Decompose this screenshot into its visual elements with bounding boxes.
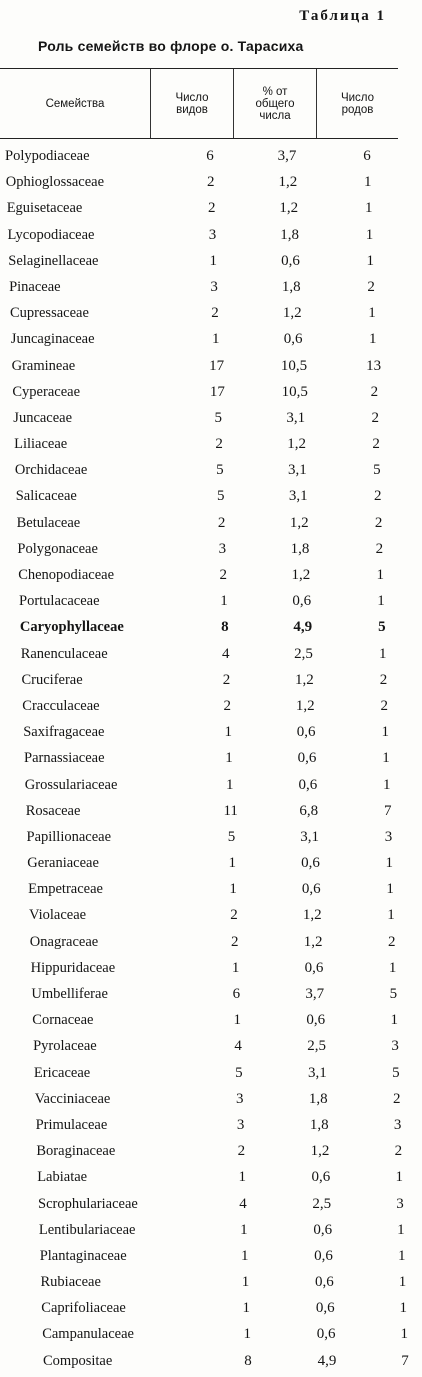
family-cell: Orchidaceae bbox=[14, 462, 88, 479]
species-count-cell: 5 bbox=[227, 828, 236, 845]
table-row bbox=[0, 251, 422, 277]
genera-count-cell: 2 bbox=[371, 409, 380, 426]
family-cell: Cornaceae bbox=[32, 1012, 94, 1029]
genera-count-cell: 1 bbox=[398, 1274, 407, 1291]
family-cell: Scrophulariaceae bbox=[38, 1195, 138, 1212]
percent-cell: 3,7 bbox=[277, 148, 297, 164]
family-cell: Boraginaceae bbox=[36, 1143, 116, 1160]
table-header-rule bbox=[0, 138, 398, 139]
species-count-cell: 1 bbox=[241, 1274, 250, 1291]
species-count-cell: 6 bbox=[206, 148, 214, 164]
species-count-cell: 17 bbox=[209, 357, 225, 374]
species-count-cell: 2 bbox=[215, 436, 223, 453]
percent-cell: 0,6 bbox=[304, 959, 324, 976]
family-cell: Onagraceae bbox=[29, 933, 99, 950]
percent-cell: 2,5 bbox=[307, 1038, 326, 1055]
family-cell: Cupressaceae bbox=[10, 305, 89, 322]
species-count-cell: 1 bbox=[220, 593, 228, 610]
table-row bbox=[0, 277, 422, 303]
percent-cell: 1,2 bbox=[278, 174, 298, 191]
genera-count-cell: 3 bbox=[384, 828, 393, 845]
table-caption: Роль семейств во флоре о. Тарасиха bbox=[38, 38, 304, 54]
table-row bbox=[0, 565, 422, 591]
percent-cell: 1,8 bbox=[309, 1116, 329, 1133]
family-cell: Grossulariaceae bbox=[24, 776, 118, 793]
genera-count-cell: 1 bbox=[364, 174, 372, 191]
table-row bbox=[0, 1246, 422, 1272]
species-count-cell: 8 bbox=[244, 1352, 252, 1369]
species-count-cell: 1 bbox=[224, 724, 232, 741]
table-row bbox=[0, 722, 422, 748]
family-cell: Chenopodiaceae bbox=[18, 567, 115, 583]
family-cell: Portulacaceae bbox=[19, 593, 100, 610]
genera-count-cell: 13 bbox=[366, 357, 382, 374]
genera-count-cell: 1 bbox=[386, 881, 394, 898]
family-cell: Lycopodiaceae bbox=[7, 226, 95, 243]
genera-count-cell: 1 bbox=[366, 252, 375, 269]
species-count-cell: 3 bbox=[235, 1090, 244, 1107]
species-count-cell: 1 bbox=[228, 855, 237, 872]
family-cell: Juncaginaceae bbox=[10, 331, 95, 348]
table-row bbox=[0, 486, 422, 512]
table-row bbox=[0, 198, 422, 224]
table-row bbox=[0, 748, 422, 774]
genera-count-cell: 2 bbox=[373, 488, 382, 505]
table-row bbox=[0, 1194, 422, 1220]
table-row bbox=[0, 172, 422, 198]
header-species-label: Число видов bbox=[175, 91, 209, 116]
family-cell: Rubiaceae bbox=[40, 1274, 101, 1291]
table-row bbox=[0, 1089, 422, 1115]
table-row bbox=[0, 460, 422, 486]
family-cell: Parnassiaceae bbox=[24, 750, 105, 767]
table-row bbox=[0, 853, 422, 879]
table-row bbox=[0, 1063, 422, 1089]
family-cell: Juncaceae bbox=[13, 409, 73, 426]
header-percent bbox=[234, 69, 316, 138]
genera-count-cell: 2 bbox=[379, 671, 388, 688]
percent-cell: 0,6 bbox=[315, 1300, 335, 1317]
table-row bbox=[0, 775, 422, 801]
percent-cell: 1,8 bbox=[308, 1090, 328, 1107]
species-count-cell: 5 bbox=[216, 488, 225, 505]
header-genera-label: Число родов bbox=[340, 91, 375, 116]
genera-count-cell: 1 bbox=[382, 750, 390, 767]
species-count-cell: 2 bbox=[207, 174, 215, 191]
percent-cell: 0,6 bbox=[281, 252, 300, 269]
species-count-cell: 11 bbox=[223, 802, 238, 819]
percent-cell: 1,2 bbox=[295, 697, 315, 714]
species-count-cell: 2 bbox=[231, 933, 239, 950]
family-cell: Lentibulariaceae bbox=[38, 1221, 136, 1238]
table-row bbox=[0, 905, 422, 931]
table-row bbox=[0, 434, 422, 460]
family-cell: Plantaginaceae bbox=[39, 1247, 127, 1264]
genera-count-cell: 1 bbox=[390, 1012, 399, 1029]
genera-count-cell: 2 bbox=[388, 933, 396, 950]
table-number-label: Таблица 1 bbox=[299, 8, 386, 24]
percent-cell: 0,6 bbox=[316, 1326, 336, 1343]
species-count-cell: 2 bbox=[223, 697, 232, 714]
table-row bbox=[0, 303, 422, 329]
table-row bbox=[0, 356, 422, 382]
species-count-cell: 17 bbox=[209, 383, 225, 400]
genera-count-cell: 1 bbox=[383, 776, 391, 793]
table-row bbox=[0, 1220, 422, 1246]
species-count-cell: 2 bbox=[207, 200, 216, 217]
table-row bbox=[0, 932, 422, 958]
percent-cell: 1,2 bbox=[287, 436, 306, 453]
species-count-cell: 5 bbox=[214, 409, 223, 426]
percent-cell: 1,2 bbox=[310, 1143, 330, 1160]
percent-cell: 3,1 bbox=[288, 488, 308, 505]
family-cell: Rosaceae bbox=[25, 802, 81, 819]
genera-count-cell: 2 bbox=[375, 540, 384, 557]
percent-cell: 0,6 bbox=[297, 750, 317, 767]
percent-cell: 1,2 bbox=[279, 200, 299, 217]
genera-count-cell: 5 bbox=[392, 1064, 400, 1081]
percent-cell: 3,1 bbox=[286, 409, 306, 426]
genera-count-cell: 5 bbox=[378, 619, 386, 636]
genera-count-cell: 3 bbox=[396, 1195, 404, 1212]
species-count-cell: 1 bbox=[240, 1221, 248, 1238]
genera-count-cell: 1 bbox=[399, 1300, 408, 1317]
genera-count-cell: 6 bbox=[363, 148, 371, 164]
family-cell: Labiatae bbox=[37, 1169, 88, 1186]
table-row bbox=[0, 1167, 422, 1193]
table-row bbox=[0, 1036, 422, 1062]
table-row bbox=[0, 644, 422, 670]
family-cell: Empetraceae bbox=[28, 881, 103, 898]
species-count-cell: 2 bbox=[219, 567, 227, 583]
genera-count-cell: 1 bbox=[368, 305, 376, 322]
percent-cell: 1,2 bbox=[303, 933, 323, 950]
family-cell: Caryophyllaceae bbox=[19, 619, 124, 636]
species-count-cell: 1 bbox=[212, 331, 220, 348]
header-species bbox=[151, 69, 233, 138]
percent-cell: 0,6 bbox=[314, 1247, 333, 1264]
genera-count-cell: 1 bbox=[395, 1169, 403, 1186]
percent-cell: 10,5 bbox=[281, 383, 308, 400]
genera-count-cell: 5 bbox=[373, 462, 381, 479]
species-count-cell: 1 bbox=[242, 1300, 251, 1317]
genera-count-cell: 3 bbox=[391, 1038, 399, 1055]
species-count-cell: 3 bbox=[218, 540, 227, 557]
family-cell: Pyrolaceae bbox=[33, 1038, 97, 1055]
genera-count-cell: 1 bbox=[385, 855, 394, 872]
species-count-cell: 3 bbox=[236, 1116, 245, 1133]
species-count-cell: 4 bbox=[239, 1195, 247, 1212]
family-cell: Compositae bbox=[43, 1352, 113, 1369]
family-cell: Ranenculaceae bbox=[20, 645, 108, 662]
genera-count-cell: 1 bbox=[397, 1221, 405, 1238]
table-row bbox=[0, 1351, 422, 1377]
family-cell: Cruciferae bbox=[21, 671, 83, 688]
family-cell: Betulaceae bbox=[16, 514, 81, 531]
percent-cell: 0,6 bbox=[311, 1169, 331, 1186]
table-row bbox=[0, 1010, 422, 1036]
species-count-cell: 2 bbox=[217, 514, 226, 531]
genera-count-cell: 2 bbox=[370, 383, 379, 400]
family-cell: Ericaceae bbox=[33, 1064, 91, 1081]
family-cell: Pinaceae bbox=[9, 278, 61, 295]
table-row bbox=[0, 984, 422, 1010]
percent-cell: 10,5 bbox=[280, 357, 308, 374]
family-cell: Vacciniaceae bbox=[34, 1090, 111, 1107]
species-count-cell: 3 bbox=[208, 226, 217, 243]
family-cell: Polypodiaceae bbox=[5, 148, 90, 164]
genera-count-cell: 7 bbox=[383, 802, 392, 819]
family-cell: Primulaceae bbox=[35, 1116, 108, 1133]
family-cell: Violaceae bbox=[29, 907, 87, 924]
percent-cell: 1,8 bbox=[290, 540, 310, 557]
species-count-cell: 1 bbox=[209, 252, 218, 269]
species-count-cell: 3 bbox=[210, 278, 218, 295]
percent-cell: 0,6 bbox=[301, 855, 320, 872]
table-row bbox=[0, 1272, 422, 1298]
family-cell: Polygonaceae bbox=[17, 540, 98, 557]
family-cell: Eguisetaceae bbox=[6, 200, 83, 217]
percent-cell: 3,1 bbox=[308, 1064, 327, 1081]
table-row bbox=[0, 958, 422, 984]
table-row bbox=[0, 382, 422, 408]
percent-cell: 1,2 bbox=[291, 567, 311, 583]
species-count-cell: 2 bbox=[222, 671, 231, 688]
genera-count-cell: 2 bbox=[392, 1090, 401, 1107]
table-row bbox=[0, 408, 422, 434]
header-family bbox=[0, 69, 150, 138]
family-cell: Liliaceae bbox=[14, 436, 68, 453]
table-row bbox=[0, 670, 422, 696]
family-cell: Saxifragaceae bbox=[23, 724, 105, 741]
percent-cell: 2,5 bbox=[294, 645, 313, 662]
percent-cell: 6,8 bbox=[299, 802, 319, 819]
percent-cell: 0,6 bbox=[283, 331, 303, 348]
family-cell: Campanulaceae bbox=[42, 1326, 134, 1343]
family-cell: Papillionaceae bbox=[26, 828, 112, 845]
species-count-cell: 5 bbox=[216, 462, 224, 479]
percent-cell: 0,6 bbox=[296, 724, 316, 741]
table-row bbox=[0, 539, 422, 565]
percent-cell: 0,6 bbox=[315, 1274, 334, 1291]
species-count-cell: 1 bbox=[229, 881, 237, 898]
table-row bbox=[0, 827, 422, 853]
percent-cell: 1,8 bbox=[281, 278, 301, 295]
percent-cell: 0,6 bbox=[301, 881, 321, 898]
table-row bbox=[0, 329, 422, 355]
species-count-cell: 2 bbox=[237, 1143, 246, 1160]
table-row bbox=[0, 617, 422, 643]
family-cell: Salicaceae bbox=[15, 488, 77, 505]
percent-cell: 2,5 bbox=[312, 1195, 332, 1212]
species-count-cell: 8 bbox=[221, 619, 229, 636]
table-row bbox=[0, 1115, 422, 1141]
species-count-cell: 1 bbox=[240, 1247, 249, 1264]
percent-cell: 1,2 bbox=[295, 671, 314, 688]
table-row bbox=[0, 696, 422, 722]
species-count-cell: 2 bbox=[230, 907, 238, 924]
genera-count-cell: 1 bbox=[364, 200, 373, 217]
table-row bbox=[0, 225, 422, 251]
header-percent-label: % от общего числа bbox=[255, 85, 295, 122]
species-count-cell: 5 bbox=[235, 1064, 243, 1081]
family-cell: Geraniaceae bbox=[27, 855, 99, 872]
percent-cell: 1,2 bbox=[282, 305, 302, 322]
genera-count-cell: 1 bbox=[369, 331, 377, 348]
species-count-cell: 1 bbox=[233, 1012, 242, 1029]
table-row bbox=[0, 801, 422, 827]
percent-cell: 1,2 bbox=[289, 514, 309, 531]
genera-count-cell: 1 bbox=[397, 1247, 406, 1264]
percent-cell: 1,2 bbox=[302, 907, 322, 924]
family-cell: Hippuridaceae bbox=[30, 959, 116, 976]
percent-cell: 1,8 bbox=[280, 226, 299, 243]
genera-count-cell: 5 bbox=[389, 986, 398, 1002]
genera-count-cell: 2 bbox=[372, 436, 380, 453]
table-row bbox=[0, 146, 422, 172]
genera-count-cell: 2 bbox=[394, 1143, 403, 1160]
family-cell: Caprifoliaceae bbox=[41, 1300, 126, 1317]
genera-count-cell: 7 bbox=[401, 1352, 409, 1369]
genera-count-cell: 1 bbox=[381, 724, 389, 741]
percent-cell: 0,6 bbox=[292, 593, 312, 610]
genera-count-cell: 1 bbox=[378, 645, 387, 662]
genera-count-cell: 3 bbox=[393, 1116, 402, 1133]
species-count-cell: 1 bbox=[238, 1169, 246, 1186]
genera-count-cell: 2 bbox=[367, 278, 375, 295]
family-cell: Cyperaceae bbox=[12, 383, 81, 400]
genera-count-cell: 2 bbox=[380, 697, 389, 714]
species-count-cell: 6 bbox=[232, 986, 241, 1002]
percent-cell: 3,1 bbox=[300, 828, 319, 845]
genera-count-cell: 1 bbox=[365, 226, 374, 243]
genera-count-cell: 1 bbox=[376, 567, 384, 583]
species-count-cell: 1 bbox=[225, 750, 233, 767]
percent-cell: 0,6 bbox=[313, 1221, 333, 1238]
family-cell: Cracculaceae bbox=[22, 697, 100, 714]
header-family-label: Семейства bbox=[45, 97, 105, 110]
percent-cell: 0,6 bbox=[306, 1012, 326, 1029]
family-cell: Selaginellaceae bbox=[8, 252, 99, 269]
genera-count-cell: 1 bbox=[387, 907, 395, 924]
percent-cell: 4,9 bbox=[317, 1352, 337, 1369]
table-row bbox=[0, 513, 422, 539]
species-count-cell: 1 bbox=[243, 1326, 251, 1343]
table-row bbox=[0, 1298, 422, 1324]
percent-cell: 3,7 bbox=[305, 986, 325, 1002]
table-row bbox=[0, 879, 422, 905]
percent-cell: 3,1 bbox=[288, 462, 307, 479]
percent-cell: 0,6 bbox=[298, 776, 318, 793]
species-count-cell: 2 bbox=[211, 305, 219, 322]
species-count-cell: 1 bbox=[231, 959, 240, 976]
genera-count-cell: 1 bbox=[388, 959, 397, 976]
species-count-cell: 1 bbox=[226, 776, 234, 793]
family-cell: Gramineae bbox=[11, 357, 76, 374]
genera-count-cell: 1 bbox=[377, 593, 385, 610]
table-body bbox=[0, 146, 422, 1377]
genera-count-cell: 2 bbox=[374, 514, 383, 531]
genera-count-cell: 1 bbox=[400, 1326, 408, 1343]
family-cell: Umbelliferae bbox=[31, 986, 108, 1002]
species-count-cell: 4 bbox=[234, 1038, 242, 1055]
family-cell: Ophioglossaceae bbox=[5, 174, 105, 191]
percent-cell: 4,9 bbox=[293, 619, 313, 636]
table-row bbox=[0, 1141, 422, 1167]
table-row bbox=[0, 591, 422, 617]
species-count-cell: 4 bbox=[221, 645, 230, 662]
header-genera bbox=[317, 69, 398, 138]
